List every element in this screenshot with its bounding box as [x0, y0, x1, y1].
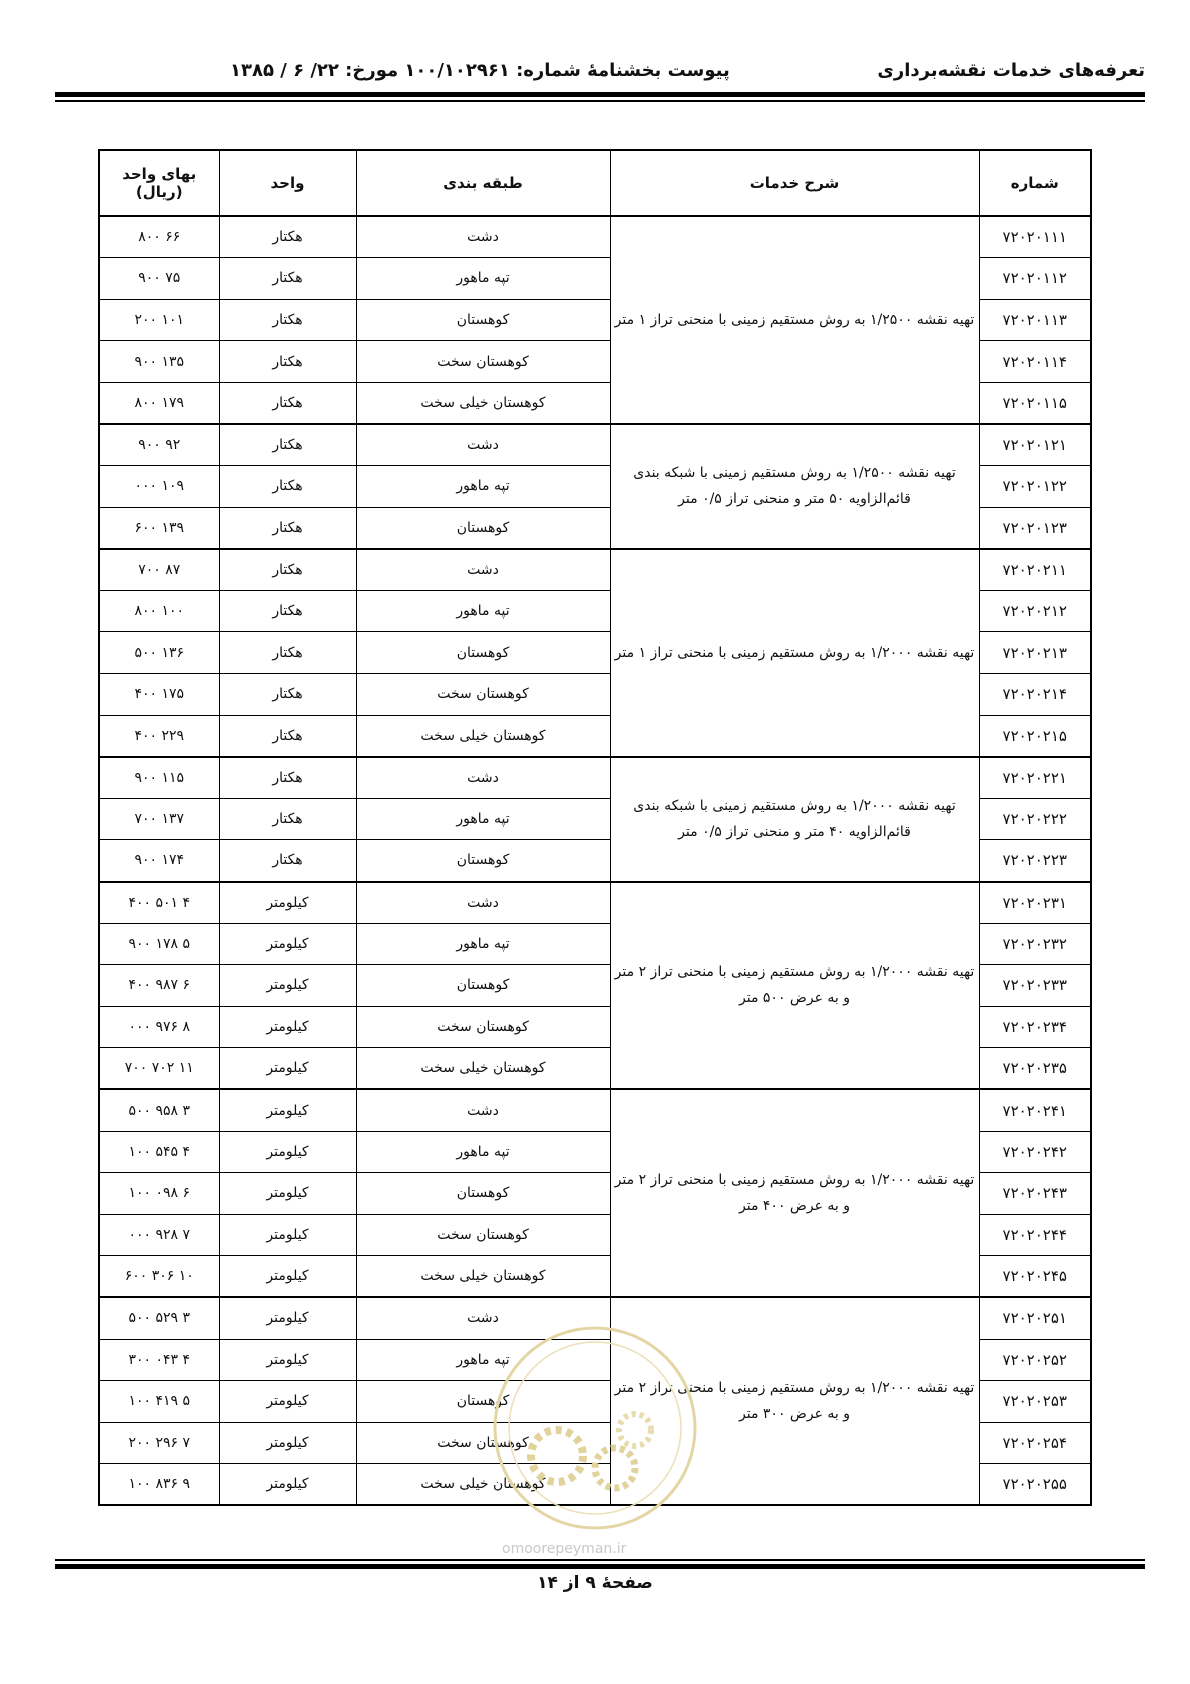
unit-price: ۱۱۵ ۹۰۰	[99, 757, 219, 799]
item-number: ۷۲۰۲۰۱۱۴	[979, 341, 1091, 383]
unit-name: کیلومتر	[219, 1173, 356, 1215]
item-number: ۷۲۰۲۰۲۱۲	[979, 590, 1091, 632]
classification: دشت	[356, 1297, 610, 1339]
item-number: ۷۲۰۲۰۲۱۵	[979, 715, 1091, 757]
page-number: صفحۀ ۹ از ۱۴	[537, 1573, 653, 1593]
item-number: ۷۲۰۲۰۲۴۴	[979, 1214, 1091, 1256]
service-description: تهیه نقشه ۱/۲۵۰۰ به روش مستقیم زمینی با شبکه بندی قائم‌الزاویه ۵۰ متر و منحنی تراز ۰/۵ متر	[610, 424, 979, 549]
item-number: ۷۲۰۲۰۲۳۳	[979, 965, 1091, 1007]
item-number: ۷۲۰۲۰۲۱۴	[979, 674, 1091, 716]
unit-price: ۱۷۴ ۹۰۰	[99, 840, 219, 882]
classification: دشت	[356, 1089, 610, 1131]
unit-price: ۱۷۹ ۸۰۰	[99, 382, 219, 424]
classification: تپه ماهور	[356, 466, 610, 508]
unit-price: ۹ ۸۳۶ ۱۰۰	[99, 1464, 219, 1506]
item-number: ۷۲۰۲۰۲۱۳	[979, 632, 1091, 674]
unit-price: ۲۲۹ ۴۰۰	[99, 715, 219, 757]
classification: دشت	[356, 424, 610, 466]
classification: تپه ماهور	[356, 798, 610, 840]
unit-name: کیلومتر	[219, 1381, 356, 1423]
unit-name: هکتار	[219, 466, 356, 508]
header-unit: واحد	[219, 150, 356, 216]
item-number: ۷۲۰۲۰۲۳۱	[979, 882, 1091, 924]
unit-price: ۱۳۷ ۷۰۰	[99, 798, 219, 840]
unit-name: کیلومتر	[219, 1256, 356, 1298]
unit-price: ۱۳۹ ۶۰۰	[99, 507, 219, 549]
unit-name: هکتار	[219, 674, 356, 716]
header-number: شماره	[979, 150, 1091, 216]
unit-name: کیلومتر	[219, 1131, 356, 1173]
table-row	[99, 882, 1091, 924]
header-price	[99, 150, 219, 216]
item-number: ۷۲۰۲۰۲۴۲	[979, 1131, 1091, 1173]
classification: کوهستان	[356, 299, 610, 341]
classification: کوهستان خیلی سخت	[356, 1256, 610, 1298]
unit-name: هکتار	[219, 341, 356, 383]
unit-name: هکتار	[219, 382, 356, 424]
item-number: ۷۲۰۲۰۲۵۲	[979, 1339, 1091, 1381]
classification: کوهستان	[356, 965, 610, 1007]
unit-price: ۸۷ ۷۰۰	[99, 549, 219, 591]
watermark-site: omoorepeyman.ir	[502, 1541, 627, 1557]
header-price-label: بهای واحد	[122, 165, 197, 183]
unit-price: ۱۳۶ ۵۰۰	[99, 632, 219, 674]
unit-price: ۱۰۹ ۰۰۰	[99, 466, 219, 508]
item-number: ۷۲۰۲۰۲۳۵	[979, 1048, 1091, 1090]
unit-name: کیلومتر	[219, 1048, 356, 1090]
table-header-row	[99, 150, 1091, 216]
service-description: تهیه نقشه ۱/۲۰۰۰ به روش مستقیم زمینی با منحنی تراز ۲ متر و به عرض ۴۰۰ متر	[610, 1089, 979, 1297]
unit-name: کیلومتر	[219, 1089, 356, 1131]
table-row	[99, 757, 1091, 799]
classification: دشت	[356, 757, 610, 799]
unit-price: ۹۲ ۹۰۰	[99, 424, 219, 466]
item-number: ۷۲۰۲۰۲۱۱	[979, 549, 1091, 591]
unit-name: هکتار	[219, 840, 356, 882]
unit-price: ۴ ۵۴۵ ۱۰۰	[99, 1131, 219, 1173]
tariff-table	[98, 149, 1092, 1506]
unit-price: ۵ ۴۱۹ ۱۰۰	[99, 1381, 219, 1423]
unit-price: ۱۰۱ ۲۰۰	[99, 299, 219, 341]
header-description: شرح خدمات	[610, 150, 979, 216]
item-number: ۷۲۰۲۰۲۴۵	[979, 1256, 1091, 1298]
item-number: ۷۲۰۲۰۱۲۱	[979, 424, 1091, 466]
unit-price: ۶ ۰۹۸ ۱۰۰	[99, 1173, 219, 1215]
item-number: ۷۲۰۲۰۲۵۱	[979, 1297, 1091, 1339]
unit-price: ۱۷۵ ۴۰۰	[99, 674, 219, 716]
classification: کوهستان سخت	[356, 1006, 610, 1048]
classification: تپه ماهور	[356, 258, 610, 300]
unit-name: کیلومتر	[219, 882, 356, 924]
header-price-unit: (ریال)	[135, 183, 183, 201]
tariff-body	[99, 216, 1091, 1505]
unit-price: ۱۰ ۳۰۶ ۶۰۰	[99, 1256, 219, 1298]
header-rule-thick	[55, 92, 1145, 97]
unit-name: هکتار	[219, 258, 356, 300]
item-number: ۷۲۰۲۰۲۴۱	[979, 1089, 1091, 1131]
unit-price: ۳ ۹۵۸ ۵۰۰	[99, 1089, 219, 1131]
header-classification: طبقه بندی	[356, 150, 610, 216]
unit-name: کیلومتر	[219, 1214, 356, 1256]
item-number: ۷۲۰۲۰۲۴۳	[979, 1173, 1091, 1215]
classification: کوهستان	[356, 1173, 610, 1215]
unit-name: هکتار	[219, 715, 356, 757]
classification: کوهستان	[356, 840, 610, 882]
item-number: ۷۲۰۲۰۱۲۲	[979, 466, 1091, 508]
unit-name: کیلومتر	[219, 923, 356, 965]
unit-price: ۷۵ ۹۰۰	[99, 258, 219, 300]
classification: کوهستان	[356, 1381, 610, 1423]
item-number: ۷۲۰۲۰۱۱۵	[979, 382, 1091, 424]
classification: دشت	[356, 549, 610, 591]
unit-name: هکتار	[219, 590, 356, 632]
unit-name: هکتار	[219, 798, 356, 840]
classification: دشت	[356, 216, 610, 258]
unit-name: هکتار	[219, 299, 356, 341]
table-row	[99, 216, 1091, 258]
page-header	[55, 56, 1145, 86]
unit-name: هکتار	[219, 549, 356, 591]
item-number: ۷۲۰۲۰۲۳۲	[979, 923, 1091, 965]
classification: کوهستان سخت	[356, 1214, 610, 1256]
item-number: ۷۲۰۲۰۱۱۱	[979, 216, 1091, 258]
footer-rule-thin	[55, 1559, 1145, 1561]
unit-price: ۱۰۰ ۸۰۰	[99, 590, 219, 632]
classification: تپه ماهور	[356, 1339, 610, 1381]
item-number: ۷۲۰۲۰۲۲۳	[979, 840, 1091, 882]
item-number: ۷۲۰۲۰۲۵۳	[979, 1381, 1091, 1423]
document-title: تعرفه‌های خدمات نقشه‌برداری	[877, 60, 1145, 81]
service-description: تهیه نقشه ۱/۲۰۰۰ به روش مستقیم زمینی با منحنی تراز ۲ متر و به عرض ۳۰۰ متر	[610, 1297, 979, 1505]
unit-name: هکتار	[219, 757, 356, 799]
classification: دشت	[356, 882, 610, 924]
unit-name: کیلومتر	[219, 1422, 356, 1464]
unit-name: هکتار	[219, 216, 356, 258]
circular-reference: پیوست بخشنامۀ شماره: ۱۰۰/۱۰۲۹۶۱ مورخ: ۲۲/ ۶ / ۱۳۸۵	[230, 60, 730, 81]
classification: کوهستان خیلی سخت	[356, 1048, 610, 1090]
unit-name: کیلومتر	[219, 965, 356, 1007]
unit-price: ۷ ۲۹۶ ۲۰۰	[99, 1422, 219, 1464]
classification: کوهستان سخت	[356, 341, 610, 383]
unit-price: ۴ ۰۴۳ ۳۰۰	[99, 1339, 219, 1381]
unit-name: هکتار	[219, 632, 356, 674]
item-number: ۷۲۰۲۰۲۵۵	[979, 1464, 1091, 1506]
table-row	[99, 1297, 1091, 1339]
unit-price: ۷ ۹۲۸ ۰۰۰	[99, 1214, 219, 1256]
classification: کوهستان خیلی سخت	[356, 715, 610, 757]
classification: کوهستان سخت	[356, 674, 610, 716]
classification: تپه ماهور	[356, 590, 610, 632]
service-description: تهیه نقشه ۱/۲۵۰۰ به روش مستقیم زمینی با منحنی تراز ۱ متر	[610, 216, 979, 424]
item-number: ۷۲۰۲۰۲۲۲	[979, 798, 1091, 840]
service-description: تهیه نقشه ۱/۲۰۰۰ به روش مستقیم زمینی با شبکه بندی قائم‌الزاویه ۴۰ متر و منحنی تراز ۰/۵ متر	[610, 757, 979, 882]
unit-name: هکتار	[219, 424, 356, 466]
item-number: ۷۲۰۲۰۱۱۳	[979, 299, 1091, 341]
item-number: ۷۲۰۲۰۱۲۳	[979, 507, 1091, 549]
table-row	[99, 549, 1091, 591]
service-description: تهیه نقشه ۱/۲۰۰۰ به روش مستقیم زمینی با منحنی تراز ۲ متر و به عرض ۵۰۰ متر	[610, 882, 979, 1090]
classification: تپه ماهور	[356, 1131, 610, 1173]
unit-name: کیلومتر	[219, 1339, 356, 1381]
unit-name: کیلومتر	[219, 1464, 356, 1506]
unit-name: کیلومتر	[219, 1006, 356, 1048]
unit-price: ۱۱ ۷۰۲ ۷۰۰	[99, 1048, 219, 1090]
header-rule-thin	[55, 100, 1145, 102]
item-number: ۷۲۰۲۰۲۳۴	[979, 1006, 1091, 1048]
item-number: ۷۲۰۲۰۱۱۲	[979, 258, 1091, 300]
classification: کوهستان سخت	[356, 1422, 610, 1464]
unit-name: کیلومتر	[219, 1297, 356, 1339]
unit-price: ۳ ۵۲۹ ۵۰۰	[99, 1297, 219, 1339]
item-number: ۷۲۰۲۰۲۵۴	[979, 1422, 1091, 1464]
unit-price: ۱۳۵ ۹۰۰	[99, 341, 219, 383]
classification: کوهستان خیلی سخت	[356, 382, 610, 424]
classification: کوهستان	[356, 507, 610, 549]
unit-price: ۶ ۹۸۷ ۴۰۰	[99, 965, 219, 1007]
classification: تپه ماهور	[356, 923, 610, 965]
item-number: ۷۲۰۲۰۲۲۱	[979, 757, 1091, 799]
table-row	[99, 424, 1091, 466]
unit-price: ۵ ۱۷۸ ۹۰۰	[99, 923, 219, 965]
classification: کوهستان	[356, 632, 610, 674]
footer-rule-thick	[55, 1564, 1145, 1569]
classification: کوهستان خیلی سخت	[356, 1464, 610, 1506]
unit-price: ۸ ۹۷۶ ۰۰۰	[99, 1006, 219, 1048]
unit-name: هکتار	[219, 507, 356, 549]
unit-price: ۴ ۵۰۱ ۴۰۰	[99, 882, 219, 924]
table-row	[99, 1089, 1091, 1131]
service-description: تهیه نقشه ۱/۲۰۰۰ به روش مستقیم زمینی با منحنی تراز ۱ متر	[610, 549, 979, 757]
unit-price: ۶۶ ۸۰۰	[99, 216, 219, 258]
